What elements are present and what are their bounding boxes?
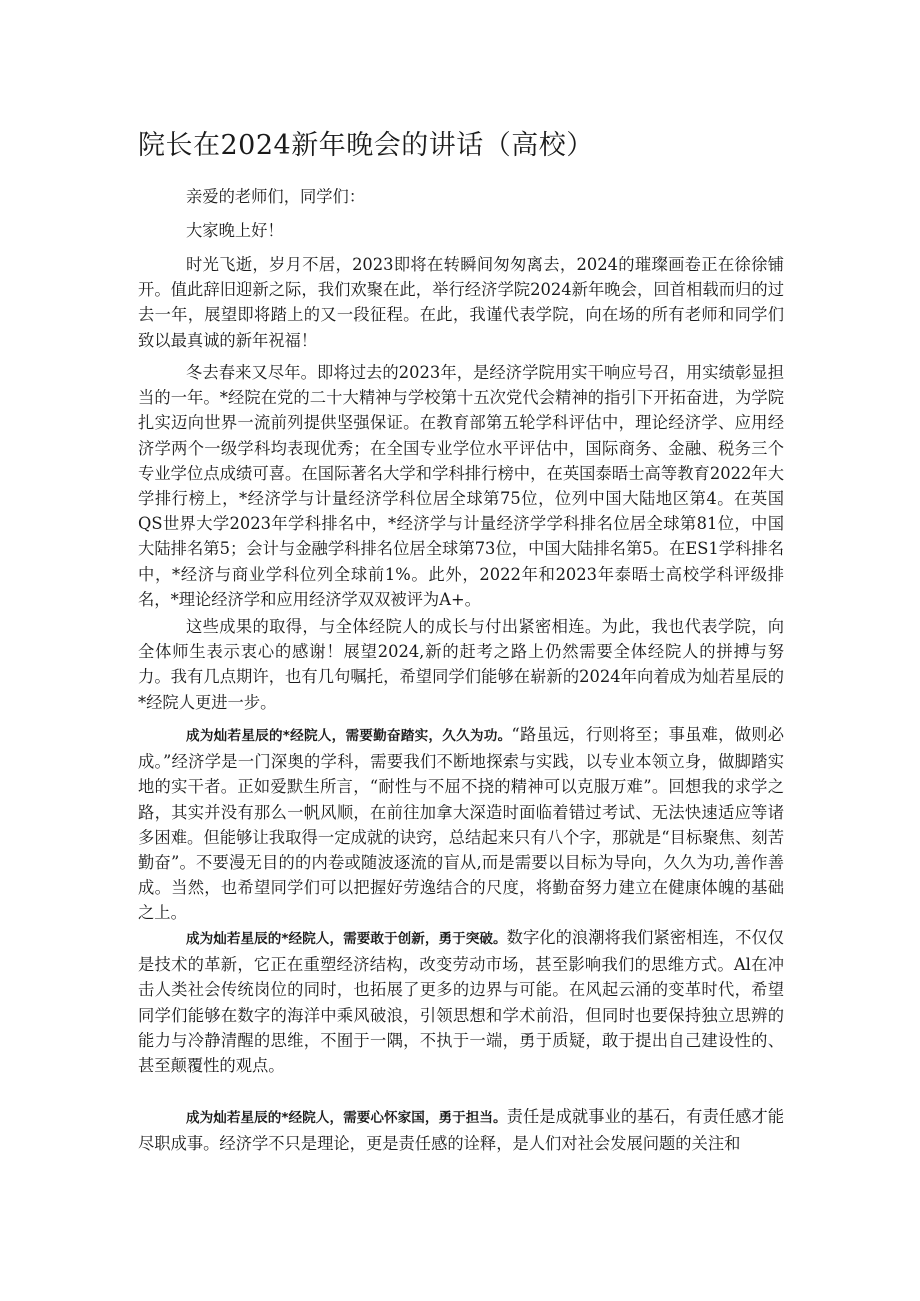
paragraph-achievements: 冬去春来又尽年。即将过去的2023年，是经济学院用实干响应号召，用实绩彰显担当的一年。*经院在党的二十大精神与学校第十五次党代会精神的指引下开拓奋进，为学院扎实迈向世界一流前列提供坚强保证。在教育部第五轮学科评估中，理论经济学、应用经济学两个一级学科均表现优秀；在全国专业学位水平评估中，国际商务、金融、税务三个专业学位点成绩可喜。在国际著名大学和学科排行榜中，在英国泰晤士高等教育2022年大学排行榜上，*经济学与计量经济学科位居全球第75位，位列中国大陆地区第4。在英国QS世界大学2023年学科排名中，*经济学与计量经济学学科排名位居全球第81位，中国大陆排名第5；会计与金融学科排名位居全球第73位，中国大陆排名第5。在ES1学科排名中，*经济与商业学科位列全球前1%。此外，2022年和2023年泰晤士高校学科评级排名，*理论经济学和应用经济学双双被评为A+。 [138,363,784,609]
point-lead: 成为灿若星辰的*经院人，需要心怀家国，勇于担当。 [186,1110,507,1126]
point-innovation [138,925,784,1078]
point-lead: 成为灿若星辰的*经院人，需要勤奋踏实，久久为功。 [186,728,512,744]
paragraph-intro: 时光飞逝，岁月不居，2023即将在转瞬间匆匆离去，2024的璀璨画卷正在徐徐铺开。值此辞旧迎新之际，我们欢聚在此，举行经济学院2024新年晚会，回首相载而归的过去一年，展望即将踏上的又一段征程。在此，我谨代表学院，向在场的所有老师和同学们致以最真诚的新年祝福！ [138,255,784,350]
point-body: 责任是成就事业的基石，有责任感才能尽职成事。经济学不只是理论，更是责任感的诠释，是人们对社会发展问题的关注和 [138,1107,784,1154]
point-diligence [138,722,784,926]
point-responsibility [138,1104,784,1156]
point-lead: 成为灿若星辰的*经院人，需要敢于创新，勇于突破。 [186,931,507,947]
paragraph-thanks: 这些成果的取得，与全体经院人的成长与付出紧密相连。为此，我也代表学院，向全体师生表示衷心的感谢！展望2024,新的赶考之路上仍然需要全体经院人的拼搏与努力。我有几点期许，也有几句嘱托，希望同学们能够在崭新的2024年向着成为灿若星辰的*经院人更进一步。 [138,617,784,712]
document-title: 院长在2024新年晚会的讲话（高校） [138,130,594,161]
greeting: 亲爱的老师们，同学们： [186,187,366,206]
point-body: “路虽远，行则将至；事虽难，做则必成。”经济学是一门深奥的学科，需要我们不断地探索与实践，以专业本领立身，做脚踏实地的实干者。正如爱默生所言，“耐性与不屈不挠的精神可以克服万难”。回想我的求学之路，其实并没有那么一帆风顺，在前往加拿大深造时面临着错过考试、无法快速适应等诸多困难。但能够让我取得一定成就的诀窍，总结起来只有八个字，那就是“目标聚焦、刻苦勤奋”。不要漫无目的的内卷或随波逐流的盲从,而是需要以目标为导向，久久为功,善作善成。当然，也希望同学们可以把握好劳逸结合的尺度，将勤奋努力建立在健康体魄的基础之上。 [138,725,785,923]
point-body: 数字化的浪潮将我们紧密相连，不仅仅是技术的革新，它正在重塑经济结构，改变劳动市场，甚至影响我们的思维方式。Al在冲击人类社会传统岗位的同时，也拓展了更多的边界与可能。在风起云涌的变革时代，希望同学们能够在数字的海洋中乘风破浪，引领思想和学术前沿，但同时也要保持独立思辨的能力与冷静清醒的思维，不囿于一隅，不执于一端，勇于质疑，敢于提出自己建设性的、甚至颠覆性的观点。 [138,928,784,1076]
salutation: 大家晚上好！ [186,221,284,240]
